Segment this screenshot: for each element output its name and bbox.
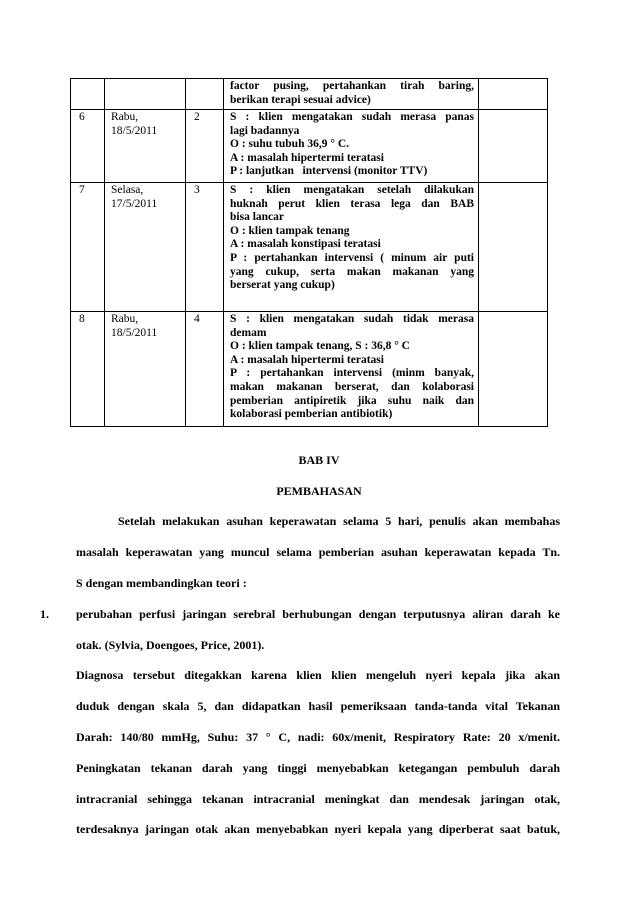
evaluation-line: A : masalah hipertermi teratasi [230,151,384,164]
row-number: 8 [71,312,105,427]
evaluation-line: P : lanjutkan intervensi (monitor TTV) [230,165,428,178]
row-date-value: 18/5/2011 [111,124,158,137]
evaluation-table [70,78,548,427]
evaluation-line: makan makanan berserat, dan kolaborasi [230,380,474,393]
body-line: terdesaknya jaringan otak akan menyebabkan nyeri kepala yang diperberat saat batuk, [76,822,560,836]
row-diagnosis-number: 2 [186,110,224,183]
row-diagnosis-number [186,79,224,110]
row-number [71,79,105,110]
row-evaluation [224,110,479,183]
row-day: Selasa, [111,184,144,196]
evaluation-line: demam [230,326,267,339]
body-line: duduk dengan skala 5, dan didapatkan hasil pemeriksaan tanda-tanda vital Tekanan [76,699,560,713]
row-day: Rabu, [111,111,139,123]
row-date [105,79,186,110]
chapter-heading: BAB IV [298,453,340,467]
evaluation-line: O : klien tampak tenang [230,224,350,237]
row-date-value: 17/5/2011 [111,197,158,210]
row-signature [479,183,548,312]
evaluation-line: factor pusing, pertahankan tirah baring, [230,80,474,92]
intro-line: S dengan membandingkan teori : [76,576,247,590]
evaluation-line: lagi badannya [230,124,300,137]
row-date [105,312,186,427]
evaluation-line: P : pertahankan intervensi (minm banyak, [230,367,474,380]
row-date-value: 18/5/2011 [111,326,158,339]
list-item-line: perubahan perfusi jaringan serebral berhubungan dengan terputusnya aliran darah ke [76,607,560,621]
evaluation-line: O : suhu tubuh 36,9 ° C. [230,138,350,151]
evaluation-line: P : pertahankan intervensi ( minum air puti [230,251,474,264]
table-row [71,183,548,312]
row-signature [479,110,548,183]
evaluation-line: yang cukup, serta makan makanan yang [230,265,474,278]
row-day: Rabu, [111,313,139,325]
evaluation-line: S : klien mengatakan setelah dilakukan [230,184,474,196]
table-row [71,79,548,110]
body-line: Darah: 140/80 mmHg, Suhu: 37 ° C, nadi: 60x/menit, Respiratory Rate: 20 x/menit. [76,730,560,744]
section-heading: PEMBAHASAN [276,484,362,498]
table-row [71,312,548,427]
row-evaluation [224,312,479,427]
evaluation-line: A : masalah hipertermi teratasi [230,353,384,366]
row-date [105,110,186,183]
row-diagnosis-number: 4 [186,312,224,427]
row-evaluation [224,183,479,312]
row-number: 6 [71,110,105,183]
row-evaluation [224,79,479,110]
evaluation-line: kolaborasi pemberian antibiotik) [230,408,393,421]
evaluation-line: berikan terapi sesuai advice) [230,93,371,106]
evaluation-line: A : masalah konstipasi teratasi [230,238,381,251]
list-item-line: otak. (Sylvia, Doengoes, Price, 2001). [76,638,265,652]
row-number: 7 [71,183,105,312]
evaluation-line: pemberian antipiretik jika suhu naik dan [230,394,474,407]
evaluation-line: S : klien mengatakan sudah tidak merasa [230,313,474,325]
row-signature [479,312,548,427]
evaluation-line: huknah perut klien terasa lega dan BAB [230,197,474,210]
list-marker: 1. [40,607,49,621]
row-diagnosis-number: 3 [186,183,224,312]
evaluation-line: berserat yang cukup) [230,279,335,292]
intro-line: Setelah melakukan asuhan keperawatan selama 5 hari, penulis akan membahas [118,514,560,528]
evaluation-line: O : klien tampak tenang, S : 36,8 ° C [230,340,410,353]
body-line: intracranial sehingga tekanan intracranial meningkat dan mendesak jaringan otak, [76,792,560,806]
body-line: Diagnosa tersebut ditegakkan karena klien klien mengeluh nyeri kepala jika akan [76,668,560,682]
table-row [71,110,548,183]
intro-line: masalah keperawatan yang muncul selama pemberian asuhan keperawatan kepada Tn. [76,545,560,559]
body-line: Peningkatan tekanan darah yang tinggi menyebabkan ketegangan pembuluh darah [76,761,560,775]
evaluation-line: S : klien mengatakan sudah merasa panas [230,111,474,123]
evaluation-line: bisa lancar [230,211,284,224]
row-signature [479,79,548,110]
row-date [105,183,186,312]
